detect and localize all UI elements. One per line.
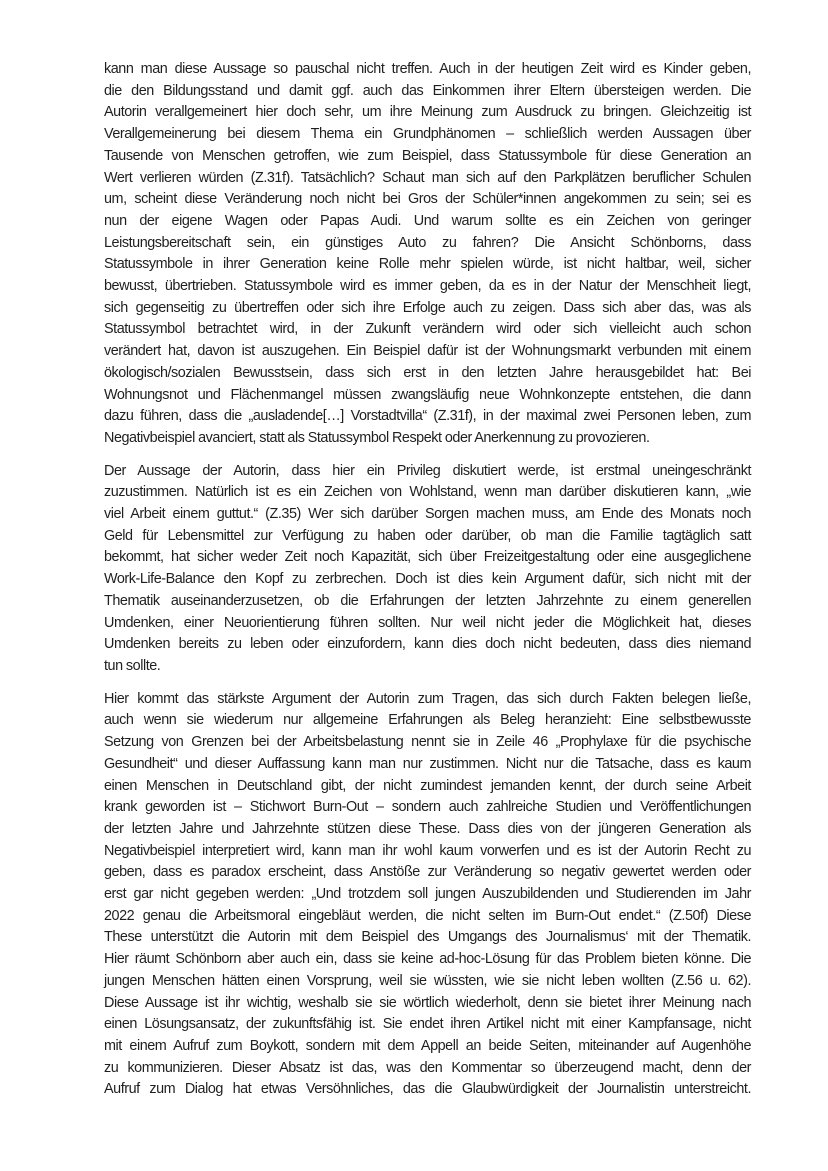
text-line: Gesundheit“ und dieser Auffassung kann man nur zustimmen. Nicht nur die Tatsache, dass es kaum — [104, 755, 751, 772]
text-line: sich gegenseitig zu übertreffen oder sich ihre Erfolge auch zu zeigen. Dass sich aber das, was als — [104, 299, 751, 316]
text-line: mit einem Aufruf zum Boykott, sondern mit dem Appell an beide Seiten, miteinander auf Augenhöhe — [104, 1037, 751, 1054]
text-line: Statussymbol betrachtet wird, in der Zukunft verändern wird oder sich vielleicht auch schon — [104, 321, 751, 338]
text-line: der letzten Jahre und Jahrzehnte stützen diese These. Dass dies von der jüngeren Generation als — [104, 820, 751, 837]
text-line: Statussymbole in ihrer Generation keine Rolle mehr spielen würde, ist nicht haltbar, weil, sicher — [104, 256, 751, 273]
text-line: Diese Aussage ist ihr wichtig, weshalb sie sie wörtlich wiederholt, denn sie bietet ihrer Meinung nach — [104, 994, 751, 1011]
document-page — [104, 59, 751, 1112]
paragraph-statussymbole — [104, 59, 751, 450]
text-line: bewusst, übertrieben. Statussymbole wird es immer geben, da es in der Natur der Menschheit liegt, — [104, 278, 751, 295]
text-line: Der Aussage der Autorin, dass hier ein Privileg diskutiert werde, ist erstmal uneingeschränkt — [104, 462, 751, 479]
text-line: Hier räumt Schönborn aber auch ein, dass sie keine ad-hoc-Lösung für das Problem bieten könne. Die — [104, 951, 751, 968]
text-line: viel Arbeit einem guttut.“ (Z.35) Wer sich darüber Sorgen machen muss, am Ende des Monats noch — [104, 506, 751, 523]
text-line: dazu führen, dass die „ausladende[…] Vorstadtvilla“ (Z.31f), in der maximal zwei Personen leben, zum — [104, 408, 751, 425]
text-line: ökologisch/sozialen Bewusstsein, dass sich erst in den letzten Jahre herausgebildet hat: Bei — [104, 364, 751, 381]
text-line: Tausende von Menschen getroffen, wie zum Beispiel, dass Statussymbole für diese Generation an — [104, 147, 751, 164]
text-line: Hier kommt das stärkste Argument der Autorin zum Tragen, das sich durch Fakten belegen ließe, — [104, 690, 751, 707]
text-line: Leistungsbereitschaft sein, ein günstiges Auto zu fahren? Die Ansicht Schönborns, dass — [104, 234, 751, 251]
text-line: Setzung von Grenzen bei der Arbeitsbelastung nennt sie in Zeile 46 „Prophylaxe für die psychische — [104, 734, 751, 751]
text-line: Umdenken, einer Neuorientierung führen sollten. Nur weil nicht jeder die Möglichkeit hat, dieses — [104, 614, 751, 631]
text-line: Wohnungsnot und Flächenmangel müssen zwangsläufig neue Wohnkonzepte entstehen, die dann — [104, 386, 751, 403]
text-line: Umdenken bereits zu leben oder einzufordern, kann dies doch nicht bedeuten, dass dies niemand — [104, 636, 751, 653]
text-line: einen Menschen in Deutschland gibt, der nicht zumindest jemanden kennt, der durch seine Arbeit — [104, 777, 751, 794]
paragraph-privileg — [104, 461, 751, 678]
text-line: Wert verlieren würden (Z.31f). Tatsächlich? Schaut man sich auf den Parkplätzen beruflicher Schulen — [104, 169, 751, 186]
text-line: verändert hat, davon ist auszugehen. Ein Beispiel dafür ist der Wohnungsmarkt verbunden mit einem — [104, 343, 751, 360]
text-line: 2022 genau die Arbeitsmoral eingebläut werden, die nicht selten im Burn-Out endet.“ (Z.50f) Diese — [104, 907, 751, 924]
text-line: erst gar nicht gegeben werden: „Und trotzdem soll jungen Auszubildenden und Studierenden im Jahr — [104, 886, 751, 903]
text-line: geben, dass es paradox erscheint, dass Anstöße zur Veränderung so negativ gewertet werden oder — [104, 864, 751, 881]
text-line: Negativbeispiel interpretiert wird, kann man ihr wohl kaum vorwerfen und es ist der Autorin Recht zu — [104, 842, 751, 859]
text-line: Thematik auseinanderzusetzen, ob die Erfahrungen der letzten Jahrzehnte zu einem generellen — [104, 592, 751, 609]
text-line: Autorin verallgemeinert hier doch sehr, um ihre Meinung zum Ausdruck zu bringen. Gleichzeitig ist — [104, 104, 751, 121]
text-line: zu kommunizieren. Dieser Absatz ist das, was den Kommentar so überzeugend macht, denn der — [104, 1059, 751, 1076]
text-line: bekommt, hat sicher weder Zeit noch Kapazität, sich über Freizeitgestaltung oder eine ausgeglichene — [104, 549, 751, 566]
text-line: Work-Life-Balance den Kopf zu zerbrechen. Doch ist dies kein Argument dafür, sich nicht mit der — [104, 571, 751, 588]
paragraph-staerkstes-argument — [104, 689, 751, 1101]
text-line: Aufruf zum Dialog hat etwas Versöhnliches, das die Glaubwürdigkeit der Journalistin unterstreicht. — [104, 1081, 751, 1098]
text-line: Negativbeispiel avanciert, statt als Statussymbol Respekt oder Anerkennung zu provozieren. — [104, 429, 650, 446]
text-line: tun sollte. — [104, 657, 161, 674]
text-line: jungen Menschen hätten einen Vorsprung, weil sie wüssten, wie sie nicht leben wollten (Z.56 u. 62). — [104, 972, 751, 989]
text-line: krank geworden ist – Stichwort Burn-Out – sondern auch zahlreiche Studien und Veröffentlichungen — [104, 799, 751, 816]
text-line: auch wenn sie wiederum nur allgemeine Erfahrungen als Beleg heranzieht: Eine selbstbewusste — [104, 712, 751, 729]
text-line: einen Lösungsansatz, der zukunftsfähig ist. Sie endet ihren Artikel nicht mit einer Kampfansage, nicht — [104, 1016, 751, 1033]
text-line: Verallgemeinerung bei diesem Thema ein Grundphänomen – schließlich werden Aussagen über — [104, 126, 751, 143]
text-line: nun der eigene Wagen oder Papas Audi. Und warum sollte es ein Zeichen von geringer — [104, 212, 751, 229]
text-line: zuzustimmen. Natürlich ist es ein Zeichen von Wohlstand, wenn man darüber diskutieren kann, „wie — [104, 484, 751, 501]
text-line: die den Bildungsstand und damit ggf. auch das Einkommen ihrer Eltern übersteigen werden. Die — [104, 82, 751, 99]
text-line: kann man diese Aussage so pauschal nicht treffen. Auch in der heutigen Zeit wird es Kinder geben, — [104, 61, 751, 77]
text-line: um, scheint diese Veränderung noch nicht bei Gros der Schüler*innen angekommen zu sein; sei es — [104, 191, 751, 208]
text-line: These unterstützt die Autorin mit dem Beispiel des Umgangs des Journalismus‘ mit der Thematik. — [104, 929, 751, 946]
text-line: Geld für Lebensmittel zur Verfügung zu haben oder darüber, ob man die Familie tagtäglich satt — [104, 527, 751, 544]
